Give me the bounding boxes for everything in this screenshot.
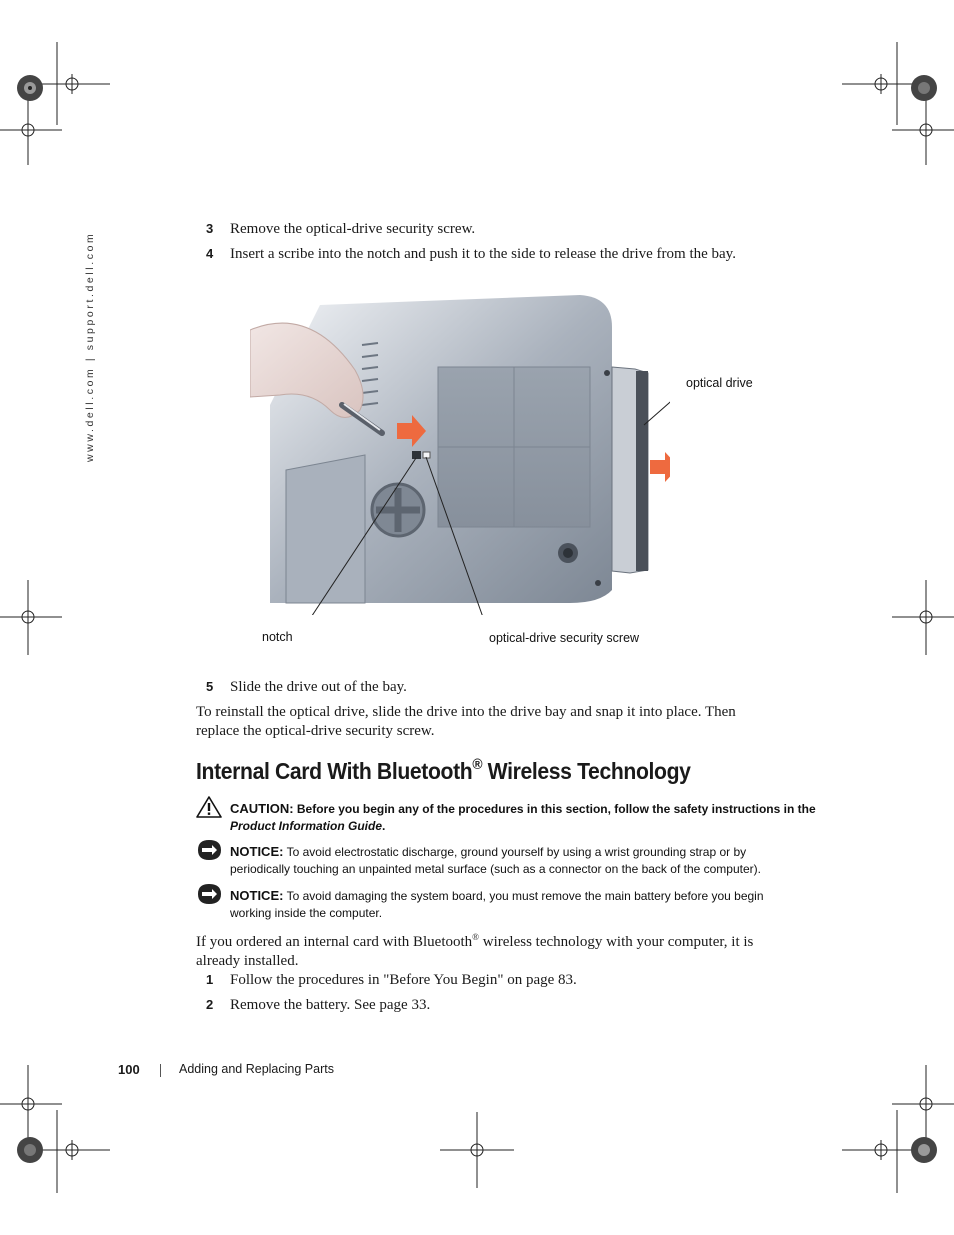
paragraph-line: replace the optical-drive security screw. <box>196 722 435 739</box>
guide-title: Product Information Guide <box>230 819 382 833</box>
registered-mark: ® <box>472 932 480 942</box>
caution-block <box>230 800 830 835</box>
step-number: 4 <box>206 246 214 261</box>
paragraph-line: To reinstall the optical drive, slide the drive into the drive bay and snap it into place. Then <box>196 704 736 720</box>
paragraph-text: wireless technology with your computer, it is <box>479 934 754 950</box>
notice-hand-icon <box>197 883 222 905</box>
notice-text: working inside the computer. <box>230 906 383 920</box>
step-number: 3 <box>206 221 214 236</box>
bluetooth-paragraph <box>196 928 816 970</box>
step-text: Remove the battery. See page 33. <box>230 997 431 1013</box>
step-text: Remove the optical-drive security screw. <box>230 221 476 237</box>
step-text: Slide the drive out of the bay. <box>230 679 407 695</box>
step-text: Insert a scribe into the notch and push it to the side to release the drive from the bay. <box>230 246 736 262</box>
page-number: 100 <box>118 1062 140 1077</box>
paragraph-line: already installed. <box>196 952 299 969</box>
heading-text-rest: Wireless Technology <box>482 758 691 784</box>
step-5 <box>206 678 806 696</box>
step-number: 1 <box>206 972 214 987</box>
step-3 <box>206 220 806 238</box>
security-screw-label: optical-drive security screw <box>489 631 640 645</box>
heading-text: Internal Card With Bluetooth <box>196 758 473 784</box>
notice-block-battery <box>230 887 830 922</box>
caution-warning-icon <box>196 796 222 818</box>
step-2 <box>206 996 806 1014</box>
step-4 <box>206 245 806 263</box>
paragraph-text: If you ordered an internal card with Bluetooth <box>196 934 473 950</box>
caution-lead: CAUTION: <box>230 801 294 816</box>
notice-text: periodically touching an unpainted metal surface (such as a connector on the back of the computer). <box>230 862 761 876</box>
caution-text: Before you begin any of the procedures in this section, follow the safety instructions in the <box>293 802 816 816</box>
notice-hand-icon <box>197 839 222 861</box>
notice-lead: NOTICE: <box>230 888 284 903</box>
step-number: 2 <box>206 997 214 1012</box>
caution-period: . <box>382 819 386 833</box>
notice-text: To avoid electrostatic discharge, ground yourself by using a wrist grounding strap or by <box>283 845 747 859</box>
notice-lead: NOTICE: <box>230 844 284 859</box>
notice-block-esd <box>230 843 830 878</box>
section-heading <box>196 758 691 785</box>
notch-label: notch <box>262 630 293 644</box>
notice-text: To avoid damaging the system board, you must remove the main battery before you begin <box>283 889 764 903</box>
optical-drive-illustration <box>250 285 670 615</box>
registered-mark: ® <box>472 756 483 773</box>
optical-drive-label: optical drive <box>686 376 753 390</box>
reinstall-paragraph <box>196 703 816 740</box>
footer-divider <box>160 1064 161 1077</box>
step-number: 5 <box>206 679 214 694</box>
step-text: Follow the procedures in "Before You Begin" on page 83. <box>230 972 577 988</box>
side-url: www.dell.com | support.dell.com <box>84 231 96 462</box>
footer-section-title: Adding and Replacing Parts <box>179 1062 334 1076</box>
step-1 <box>206 971 806 989</box>
